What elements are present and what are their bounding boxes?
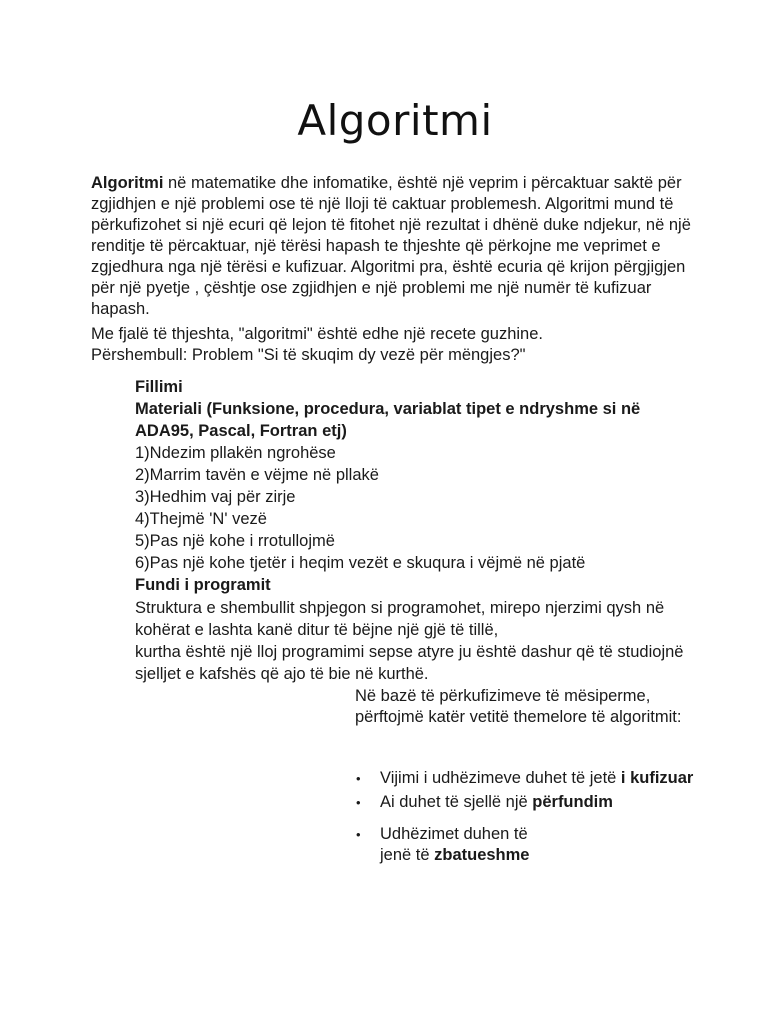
- example-line-1: Me fjalë të thjeshta, "algoritmi" është edhe një recete guzhine.: [91, 325, 543, 343]
- list-item-text: Ai duhet të sjellë një: [380, 793, 533, 811]
- step-item: 2)Marrim tavën e vëjme në pllakë: [135, 466, 379, 484]
- list-item-text: Udhëzimet duhen të jenë të: [380, 825, 528, 864]
- intro-text: në matematike dhe infomatike, është një veprim i përcaktuar saktë për zgjidhjen e një problemi ose të një lloji të caktuar problemesh. Algoritmi mund të përkufizohet si një ecuri që lejon të fitohet një rezultat i dhënë duke ndjekur, në një renditje të përcaktuar, një tërësi hapash te thjeshte që përkojne me veprimet e zgjedhura nga një tërësi e kufizuar. Algoritmi pra, është ecuria që krijon përgjigjen për një pyetje , çështje ose zgjidhjen e një problemi me një numër të kufizuar hapash.: [91, 174, 691, 318]
- list-item: [355, 792, 715, 813]
- algorithm-steps: [135, 376, 695, 685]
- bullet-icon: •: [356, 795, 361, 810]
- intro-bold-word: Algoritmi: [91, 174, 164, 192]
- example-paragraph: [91, 324, 691, 366]
- list-item-bold: përfundim: [532, 793, 613, 811]
- step-end: Fundi i programit: [135, 576, 271, 594]
- list-item-text: Vijimi i udhëzimeve duhet të jetë: [380, 769, 621, 787]
- bullet-icon: •: [356, 827, 361, 842]
- bullet-icon: •: [356, 771, 361, 786]
- step-start: Fillimi: [135, 378, 183, 396]
- list-item-bold: zbatueshme: [434, 846, 530, 864]
- list-item: [355, 768, 715, 789]
- properties-intro: Në bazë të përkufizimeve të mësiperme, përftojmë katër vetitë themelore të algoritmit:: [355, 687, 682, 726]
- intro-paragraph: [91, 173, 691, 320]
- steps-description: [135, 597, 695, 685]
- step-item: 5)Pas një kohe i rrotullojmë: [135, 532, 335, 550]
- description-line-2: kurtha është një lloj programimi sepse atyre ju është dashur që të studiojnë sjelljet e kafshës që ajo të bie në kurthë.: [135, 643, 684, 683]
- step-item: 3)Hedhim vaj për zirje: [135, 488, 296, 506]
- page-title: Algoritmi: [297, 96, 493, 145]
- step-item: 1)Ndezim pllakën ngrohëse: [135, 444, 336, 462]
- example-line-2: Përshembull: Problem "Si të skuqim dy vezë për mëngjes?": [91, 346, 526, 364]
- step-item: 6)Pas një kohe tjetër i heqim vezët e skuqura i vëjmë në pjatë: [135, 554, 586, 572]
- step-materials: Materiali (Funksione, procedura, variablat tipet e ndryshme si në ADA95, Pascal, Fortran etj): [135, 400, 641, 440]
- description-line-1: Struktura e shembullit shpjegon si programohet, mirepo njerzimi qysh në kohërat e lashta kanë ditur të bëjne një gjë të tillë,: [135, 599, 665, 639]
- properties-list: [355, 768, 715, 866]
- list-item-bold: i kufizuar: [620, 769, 694, 787]
- list-item: [355, 824, 715, 866]
- step-item: 4)Thejmë 'N' vezë: [135, 510, 267, 528]
